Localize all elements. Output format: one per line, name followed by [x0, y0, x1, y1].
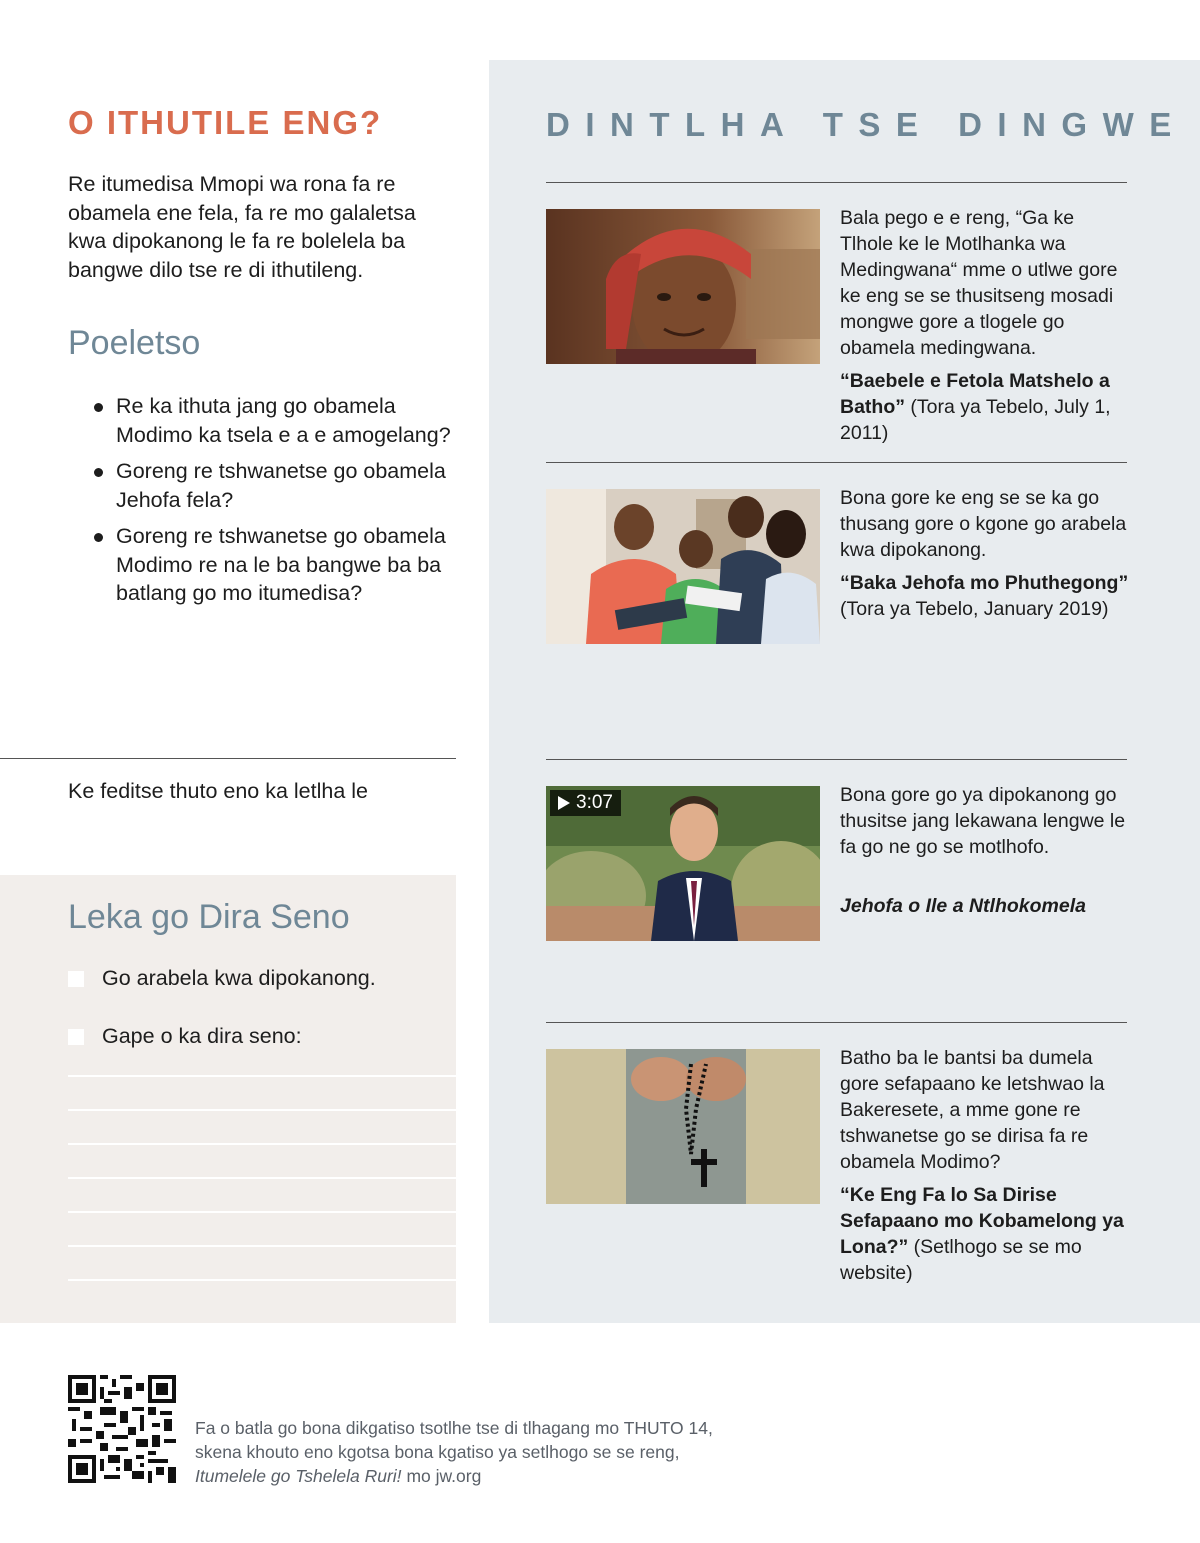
- write-in-line[interactable]: [68, 1245, 456, 1247]
- man-garden-video[interactable]: [546, 786, 820, 941]
- explore-item-reference[interactable]: [840, 570, 1130, 622]
- reference-publication: (Tora ya Tebelo, January 2019): [840, 598, 1109, 620]
- review-title: Poeletso: [68, 324, 201, 362]
- explore-item-description: Bona gore ke eng se se ka go thusang gore o kgone go arabela kwa dipokanong.: [840, 487, 1127, 561]
- explore-item-description: Bona gore go ya dipokanong go thusitse jang lekawana lengwe le fa go ne go se motlhofo.: [840, 784, 1126, 858]
- review-question: Re ka ithuta jang go obamela Modimo ka tsela e a e amogelang?: [90, 392, 460, 449]
- goal-item[interactable]: [68, 1024, 302, 1049]
- summary-title: O ITHUTILE ENG?: [68, 104, 383, 141]
- family-study-photo[interactable]: [546, 489, 820, 644]
- goal-checkbox[interactable]: [68, 1029, 84, 1045]
- footer-note: [195, 1416, 715, 1488]
- explore-item-reference[interactable]: [840, 368, 1130, 446]
- divider: [546, 182, 1127, 183]
- footer-publication-title[interactable]: Itumelele go Tshelela Ruri!: [195, 1466, 402, 1486]
- explore-item-reference[interactable]: [840, 1182, 1130, 1286]
- goal-label: Gape o ka dira seno:: [102, 1024, 302, 1048]
- goals-panel: [0, 875, 456, 1323]
- divider: [0, 758, 456, 759]
- elderly-woman-photo[interactable]: [546, 209, 820, 364]
- explore-item-description: Batho ba le bantsi ba dumela gore sefapaano ke letshwao la Bakeresete, a mme gone re tshwanetse go se dirisa fa re obamela Modimo?: [840, 1047, 1105, 1173]
- review-question: Goreng re tshwanetse go obamela Jehofa fela?: [90, 457, 460, 514]
- goals-title: Leka go Dira Seno: [68, 898, 350, 936]
- play-icon: [558, 796, 570, 810]
- reference-title[interactable]: “Baebele e Fetola Matshelo a Batho”: [840, 370, 1110, 418]
- reference-publication: (Setlhogo se se mo website): [840, 1236, 1082, 1284]
- video-duration: 3:07: [576, 792, 613, 813]
- explore-item-description: Bala pego e e reng, “Ga ke Tlhole ke le Motlhanka wa Medingwana“ mme o utlwe gore ke eng se se thusitseng mosadi mongwe gore a tlogele go obamela medingwana.: [840, 207, 1118, 359]
- reference-title[interactable]: “Baka Jehofa mo Phuthegong”: [840, 572, 1129, 594]
- goal-label: Go arabela kwa dipokanong.: [102, 966, 376, 990]
- qr-code-icon[interactable]: [68, 1375, 176, 1483]
- divider: [546, 759, 1127, 760]
- completion-date-label: Ke feditse thuto eno ka letlha le: [68, 779, 369, 803]
- footer-text: Fa o batla go bona dikgatiso tsotlhe tse di tlhagang mo THUTO 14, skena khouto eno kgotsa bona kgatiso ya setlhogo se se reng,: [195, 1418, 713, 1462]
- explore-item-reference[interactable]: [840, 893, 1130, 919]
- video-duration-badge[interactable]: [550, 790, 621, 816]
- rosary-hands-photo[interactable]: [546, 1049, 820, 1204]
- write-in-line[interactable]: [68, 1279, 456, 1281]
- review-questions: [90, 392, 460, 616]
- write-in-line[interactable]: [68, 1177, 456, 1179]
- write-in-line[interactable]: [68, 1143, 456, 1145]
- divider: [546, 1022, 1127, 1023]
- write-in-line[interactable]: [68, 1075, 456, 1077]
- goal-checkbox[interactable]: [68, 971, 84, 987]
- write-in-line[interactable]: [68, 1211, 456, 1213]
- review-question: Goreng re tshwanetse go obamela Modimo re na le ba bangwe ba ba batlang go mo itumedisa?: [90, 522, 460, 608]
- summary-text: Re itumedisa Mmopi wa rona fa re obamela ene fela, fa re mo galaletsa kwa dipokanong le fa re bolelela ba bangwe dilo tse re di ithutileng.: [68, 172, 416, 282]
- reference-title[interactable]: “Ke Eng Fa lo Sa Dirise Sefapaano mo Kobamelong ya Lona?”: [840, 1184, 1124, 1258]
- divider: [546, 462, 1127, 463]
- reference-publication: (Tora ya Tebelo, July 1, 2011): [840, 396, 1111, 444]
- goal-item[interactable]: [68, 966, 376, 991]
- write-in-line[interactable]: [68, 1109, 456, 1111]
- reference-title[interactable]: Jehofa o Ile a Ntlhokomela: [840, 895, 1086, 917]
- explore-title: DINTLHA TSE DINGWE: [546, 106, 1187, 143]
- footer-website[interactable]: mo jw.org: [406, 1466, 482, 1486]
